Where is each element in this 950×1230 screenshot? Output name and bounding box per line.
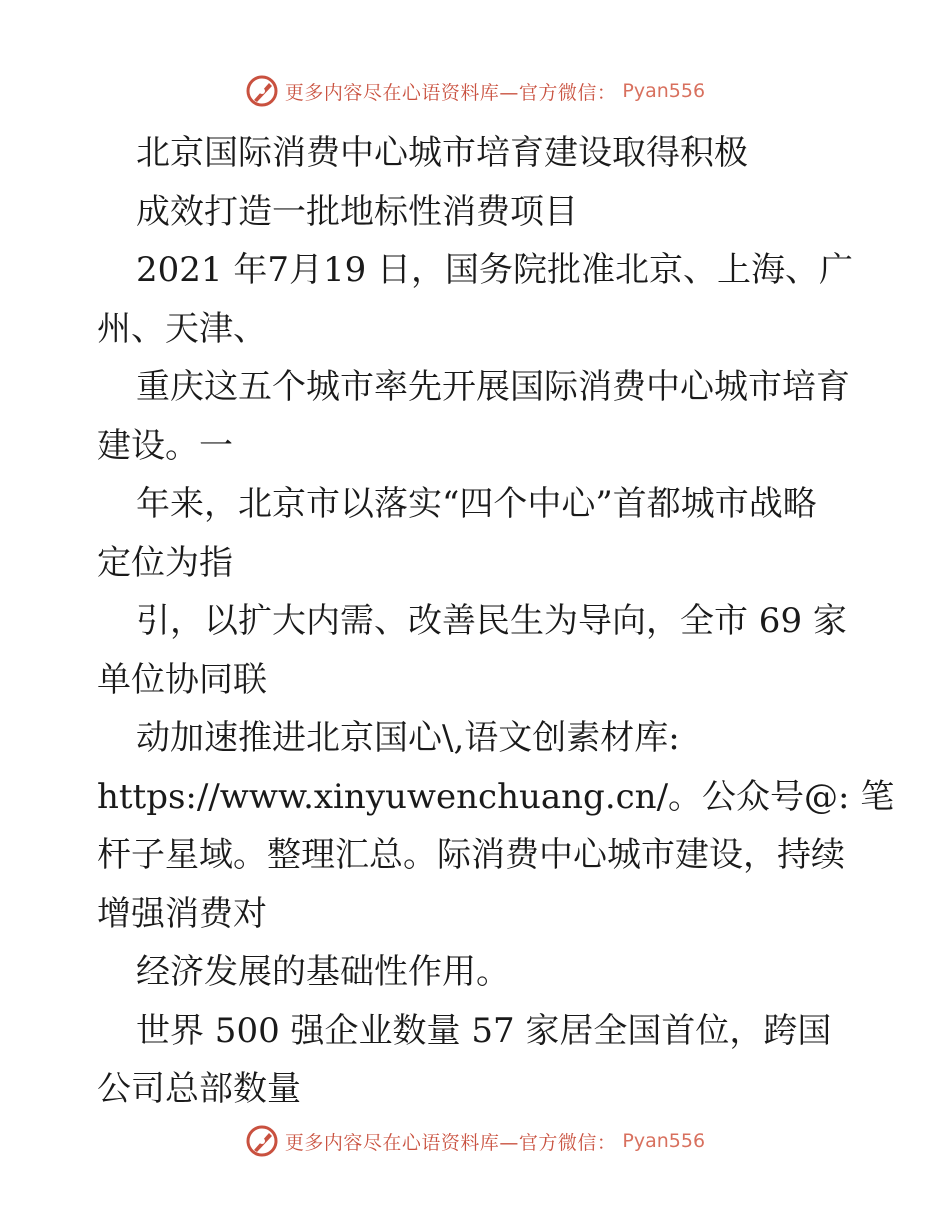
body-line: 北京国际消费中心城市培育建设取得积极: [136, 133, 748, 173]
body-line: 单位协同联: [97, 659, 267, 700]
body-line: 州、天津、: [97, 308, 267, 349]
footer-watermark: [0, 1124, 950, 1158]
header-watermark: [0, 74, 950, 108]
body-line: 年来，北京市以落实“四个中心”首都城市战略: [136, 484, 817, 524]
body-line: 世界 500 强企业数量 57 家居全国首位，跨国: [136, 1010, 832, 1051]
document-body: [97, 124, 895, 1119]
body-line: 2021 年7月19 日，国务院批准北京、上海、广: [136, 250, 854, 290]
body-line: https://www.xinyuwenchuang.cn/。公众号@: 笔: [97, 776, 895, 817]
header-watermark-text: 更多内容尽在心语资料库—官方微信：: [284, 81, 617, 104]
body-line: 建设。一: [97, 425, 233, 466]
body-line: 引，以扩大内需、改善民生为导向，全市 69 家: [136, 601, 847, 641]
body-line: 增强消费对: [97, 893, 267, 934]
quill-seal-icon: [245, 74, 279, 108]
body-line: 动加速推进北京国心\,语文创素材库:: [136, 718, 680, 758]
quill-seal-icon: [245, 1124, 279, 1158]
body-line: 定位为指: [97, 542, 233, 583]
body-line: 公司总部数量: [97, 1069, 301, 1109]
header-watermark-contact: Pyan556: [622, 80, 706, 102]
body-line: 重庆这五个城市率先开展国际消费中心城市培育: [136, 367, 850, 407]
footer-watermark-text: 更多内容尽在心语资料库—官方微信：: [284, 1131, 617, 1154]
body-line: 杆子星域。整理汇总。际消费中心城市建设，持续: [97, 835, 845, 875]
body-line: 经济发展的基础性作用。: [136, 952, 510, 992]
body-line: 成效打造一批地标性消费项目: [136, 191, 578, 232]
footer-watermark-contact: Pyan556: [622, 1130, 706, 1152]
